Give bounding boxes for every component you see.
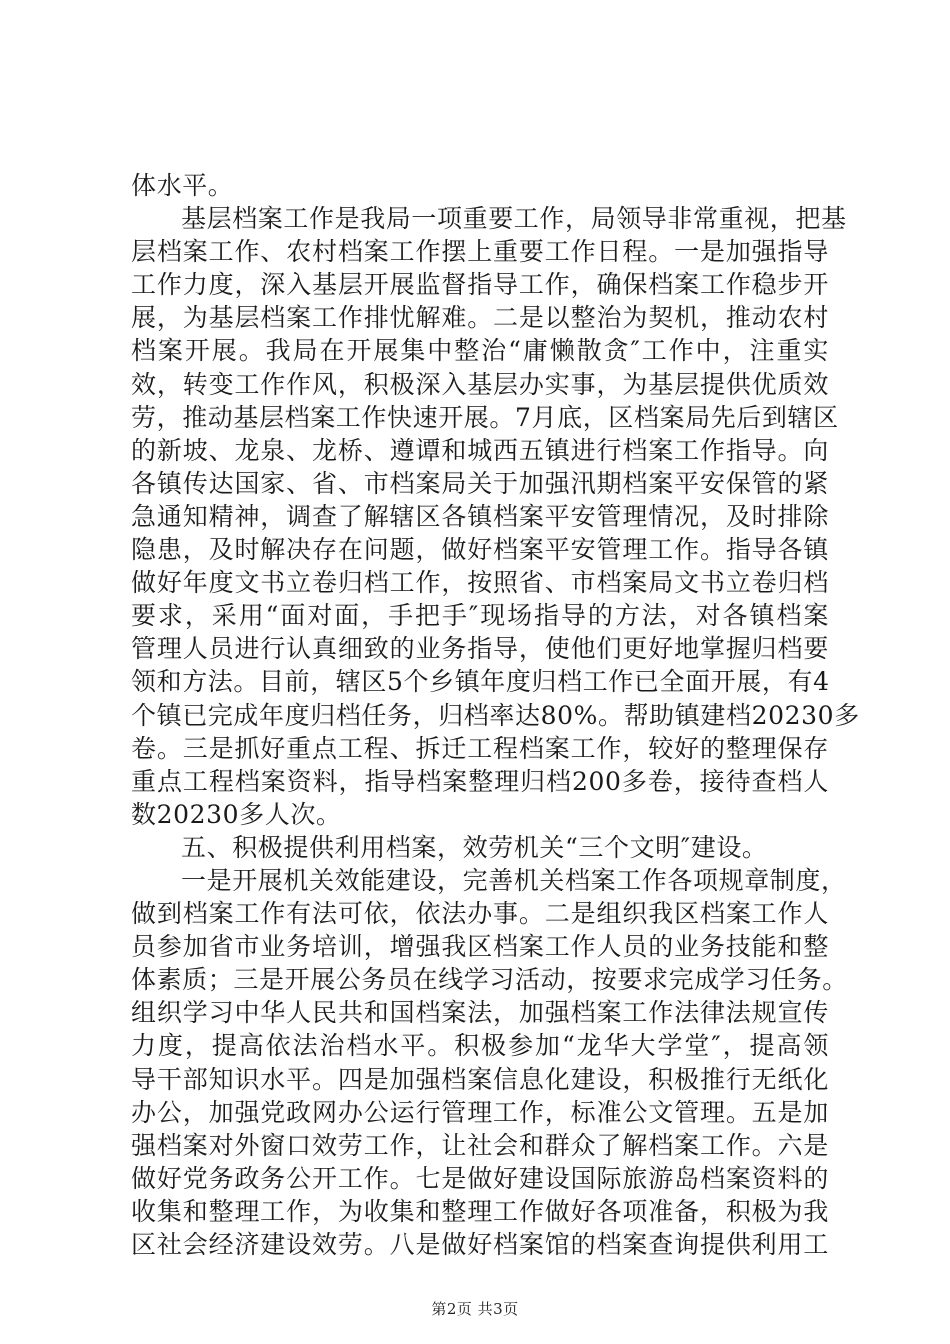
page-number-footer: 第2页 共3页 [431,1300,519,1318]
text-line: 做到档案工作有法可依，依法办事。二是组织我区档案工作人 [131,899,829,929]
section-heading: 五、积极提供利用档案，效劳机关“三个文明″建设。 [181,832,768,862]
text-line: 员参加省市业务培训，增强我区档案工作人员的业务技能和整 [131,932,829,962]
text-line: 层档案工作、农村档案工作摆上重要工作日程。一是加强指导 [131,237,829,267]
text-line: 劳，推动基层档案工作快速开展。7月底，区档案局先后到辖区 [131,402,839,432]
text-line: 档案开展。我局在开展集中整治“庸懒散贪″工作中，注重实 [131,336,829,366]
text-line: 基层档案工作是我局一项重要工作，局领导非常重视，把基 [181,204,847,234]
document-body [131,169,860,1261]
text-line: 展，为基层档案工作排忧解难。二是以整治为契机，推动农村 [131,303,829,333]
text-line: 的新坡、龙泉、龙桥、遵谭和城西五镇进行档案工作指导。向 [131,435,829,465]
text-line: 个镇已完成年度归档任务，归档率达80%。帮助镇建档20230多 [131,700,860,730]
text-line: 领和方法。目前，辖区5个乡镇年度归档工作已全面开展，有4 [131,667,830,697]
text-line: 卷。三是抓好重点工程、拆迁工程档案工作，较好的整理保存 [131,733,829,763]
text-line: 做好年度文书立卷归档工作，按照省、市档案局文书立卷归档 [131,568,829,598]
text-line: 重点工程档案资料，指导档案整理归档200多卷，接待查档人 [131,766,829,796]
text-line: 一是开展机关效能建设，完善机关档案工作各项规章制度， [181,865,847,895]
text-line: 导干部知识水平。四是加强档案信息化建设，积极推行无纸化 [131,1064,829,1094]
text-line: 收集和整理工作，为收集和整理工作做好各项准备，积极为我 [131,1196,829,1226]
text-line: 办公，加强党政网办公运行管理工作，标准公文管理。五是加 [131,1097,829,1127]
text-line: 体水平。 [131,171,234,200]
text-line: 工作力度，深入基层开展监督指导工作，确保档案工作稳步开 [131,270,829,300]
text-line: 管理人员进行认真细致的业务指导，使他们更好地掌握归档要 [131,634,829,664]
text-line: 强档案对外窗口效劳工作，让社会和群众了解档案工作。六是 [131,1130,829,1160]
text-line: 区社会经济建设效劳。八是做好档案馆的档案查询提供利用工 [131,1230,829,1259]
text-line: 体素质；三是开展公务员在线学习活动，按要求完成学习任务。 [131,965,848,995]
text-line: 做好党务政务公开工作。七是做好建设国际旅游岛档案资料的 [131,1163,829,1193]
text-line: 各镇传达国家、省、市档案局关于加强汛期档案平安保管的紧 [131,468,829,498]
text-line: 隐患，及时解决存在问题，做好档案平安管理工作。指导各镇 [131,535,829,565]
text-line: 急通知精神，调查了解辖区各镇档案平安管理情况，及时排除 [131,501,829,531]
text-line: 数20230多人次。 [131,799,342,829]
text-line: 要求，采用“面对面，手把手″现场指导的方法，对各镇档案 [131,601,829,631]
text-line: 效，转变工作作风，积极深入基层办实事，为基层提供优质效 [131,369,829,399]
text-line: 组织学习中华人民共和国档案法，加强档案工作法律法规宣传 [131,998,829,1028]
text-line: 力度，提高依法治档水平。积极参加“龙华大学堂″，提高领 [131,1031,829,1061]
